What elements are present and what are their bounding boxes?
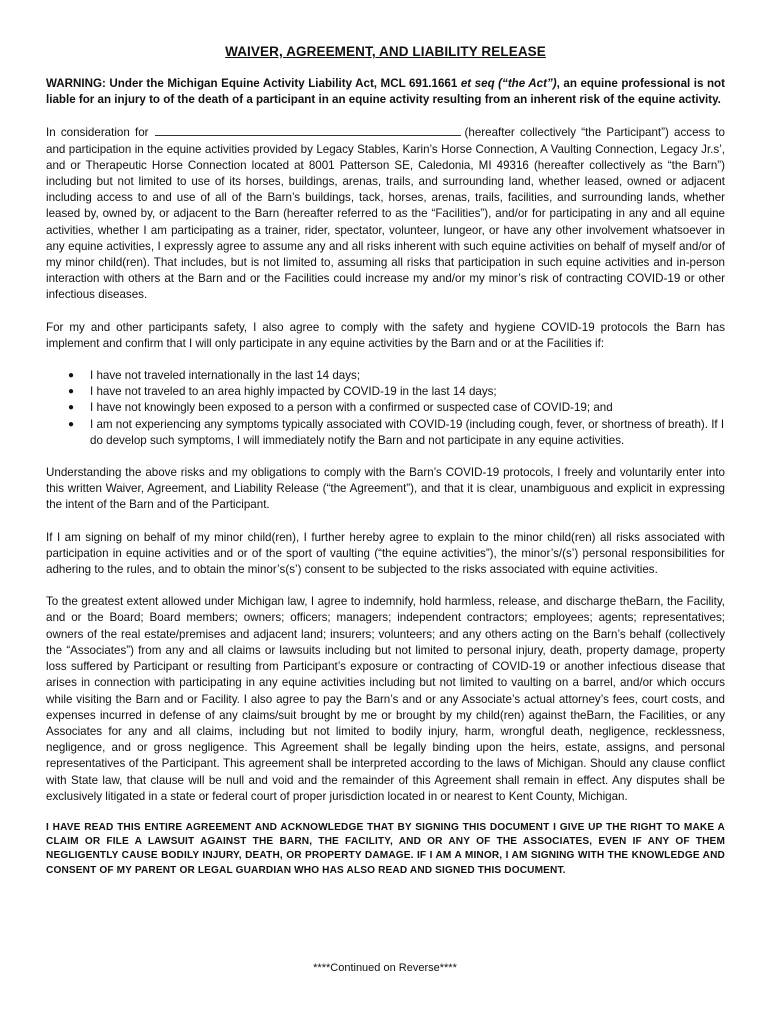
bullet-icon: ● (68, 386, 75, 398)
consideration-paragraph (46, 124, 725, 303)
understanding-paragraph: Understanding the above risks and my obligations to comply with the Barn’s COVID-19 protocols, I freely and voluntarily enter into this written Waiver, Agreement, and Liability Release (“the Agreement”), and that it is clear, unambiguous and explicit in expressing the intent of the Barn and of the Participant. (46, 466, 725, 512)
consideration-rest-text: (hereafter collectively “the Participant”) access to and participation in the equine activities provided by Legacy Stables, Karin’s Horse Connection, A Vaulting Connection, Legacy Jr.s’, and or Therapeutic Horse Connection located at 8001 Patterson SE, Caledonia, MI 49316 (hereafter collectively as “the Barn”) including but not limited to use of its horses, buildings, arenas, trails, and surrounding land, whether leased, owned or adjacent including access to and use of all of the Barn’s buildings, tack, horses, arenas, trails, facilities, and surrounding lands, whether leased by, owned by, or adjacent to the Barn (hereafter referred to as the “Facilities”), and/or for participating in any and all equine activities, whether I am participating as a trainer, rider, spectator, volunteer, lungeor, or have any other involvement whatsoever in any equine activities, I expressly agree to assume any and all risks inherent with such equine activities on behalf of myself and/or of my minor child(ren). That includes, but is not limited to, assuming all risks that participation in such equine activities and in-person interaction with others at the Barn and or the Facilities could increase my and/or my minor’s risk of contracting COVID-19 or other infectious diseases. (46, 126, 725, 302)
list-item (68, 400, 725, 416)
condition-text: I have not knowingly been exposed to a person with a confirmed or suspected case of COVID-19; and (90, 401, 613, 415)
minor-paragraph: If I am signing on behalf of my minor child(ren), I further hereby agree to explain to the minor child(ren) all risks associated with participation in equine activities and or of the sport of vaulting (“the equine activities”), the minor’s/(s’) personal responsibilities for adhering to the rules, and to obtain the minor’s(s’) consent to be subjected to the risks associated with equine activities. (46, 530, 725, 577)
safety-intro-paragraph: For my and other participants safety, I also agree to comply with the safety and hygiene COVID-19 protocols the Barn has implement and confirm that I will only participate in any equine activities by the Barn and or at the Facilities if: (46, 320, 725, 350)
warning-paragraph (46, 76, 725, 108)
warning-rest-text: , an equine professional is not liable for an injury to of the death of a participant in an equine activity resulting from an inherent risk of the equine activity. (46, 77, 725, 107)
participant-name-blank[interactable] (155, 124, 461, 136)
warning-main-text: WARNING: Under the Michigan Equine Activity Liability Act, MCL 691.1661 (46, 77, 461, 90)
condition-text: I have not traveled internationally in the last 14 days; (90, 369, 361, 383)
list-item (68, 384, 725, 400)
warning-italic-text: et seq (“the Act”) (460, 77, 557, 90)
list-item (68, 368, 725, 384)
consideration-lead-text: In consideration for (46, 126, 149, 140)
conditions-list (46, 368, 725, 449)
document-page (46, 44, 725, 878)
bullet-icon: ● (68, 370, 75, 382)
continued-note: ****Continued on Reverse**** (313, 962, 457, 974)
document-title: WAIVER, AGREEMENT, AND LIABILITY RELEASE (225, 44, 546, 59)
indemnify-paragraph: To the greatest extent allowed under Michigan law, I agree to indemnify, hold harmless, release, and discharge theBarn, the Facility, and or the Board; Board members; owners; officers; managers; independent contractors; employees; agents; representatives; owners of the real estate/premises and adjacent land; insurers; volunteers; and any others acting on the Barn’s behalf (collectively the “Associates”) from any and all claims or lawsuits including but not limited to personal injury, death, property damage, property loss suffered by Participant or resulting from Participant’s exposure or contracting of COVID-19 or another infectious disease that arises in connection with participating in any equine activities including but not limited to vaulting on a barrel, and/or which occurs while visiting the Barn and or Facility. I also agree to pay the Barn’s and or any Associate’s actual attorney’s fees, court costs, and expenses incurred in defense of any claims/suit brought by me or brought by my child(ren) against theBarn, the Facilities, or any Associates for any and all claims, including but not limited to bodily injury, harm, wrongful death, negligence, recklessness, negligence, and or gross negligence. This Agreement shall be legally binding upon the heirs, estate, assigns, and personal representatives of the Participant. This agreement shall be interpreted according to the laws of Michigan. Should any clause conflict with State law, that clause will be null and void and the remainder of this Agreement shall remain in effect. Any disputes shall be exclusively litigated in a state or federal court of proper jurisdiction located in or nearest to Kent County, Michigan. (46, 595, 725, 803)
bullet-icon: ● (68, 402, 75, 414)
acknowledgement-paragraph: I HAVE READ THIS ENTIRE AGREEMENT AND ACKNOWLEDGE THAT BY SIGNING THIS DOCUMENT I GIVE UP THE RIGHT TO MAKE A CLAIM OR FILE A LAWSUIT AGAINST THE BARN, THE FACILITY, AND OR ANY OF THE ASSOCIATES, EVEN IF ANY OF THEM NEGLIGENTLY CAUSE BODILY INJURY, DEATH, OR PROPERTY DAMAGE. IF I AM A MINOR, I AM SIGNING WITH THE KNOWLEDGE AND CONSENT OF MY PARENT OR LEGAL GUARDIAN WHO HAS ALSO READ AND SIGNED THIS DOCUMENT. (46, 821, 725, 876)
condition-text: I have not traveled to an area highly impacted by COVID-19 in the last 14 days; (90, 385, 497, 399)
list-item (68, 417, 725, 449)
bullet-icon: ● (68, 418, 75, 430)
condition-text: I am not experiencing any symptoms typically associated with COVID-19 (including cough, fever, or shortness of breath). If I do develop such symptoms, I will immediately notify the Barn and not participate in any equine activities. (90, 417, 725, 447)
